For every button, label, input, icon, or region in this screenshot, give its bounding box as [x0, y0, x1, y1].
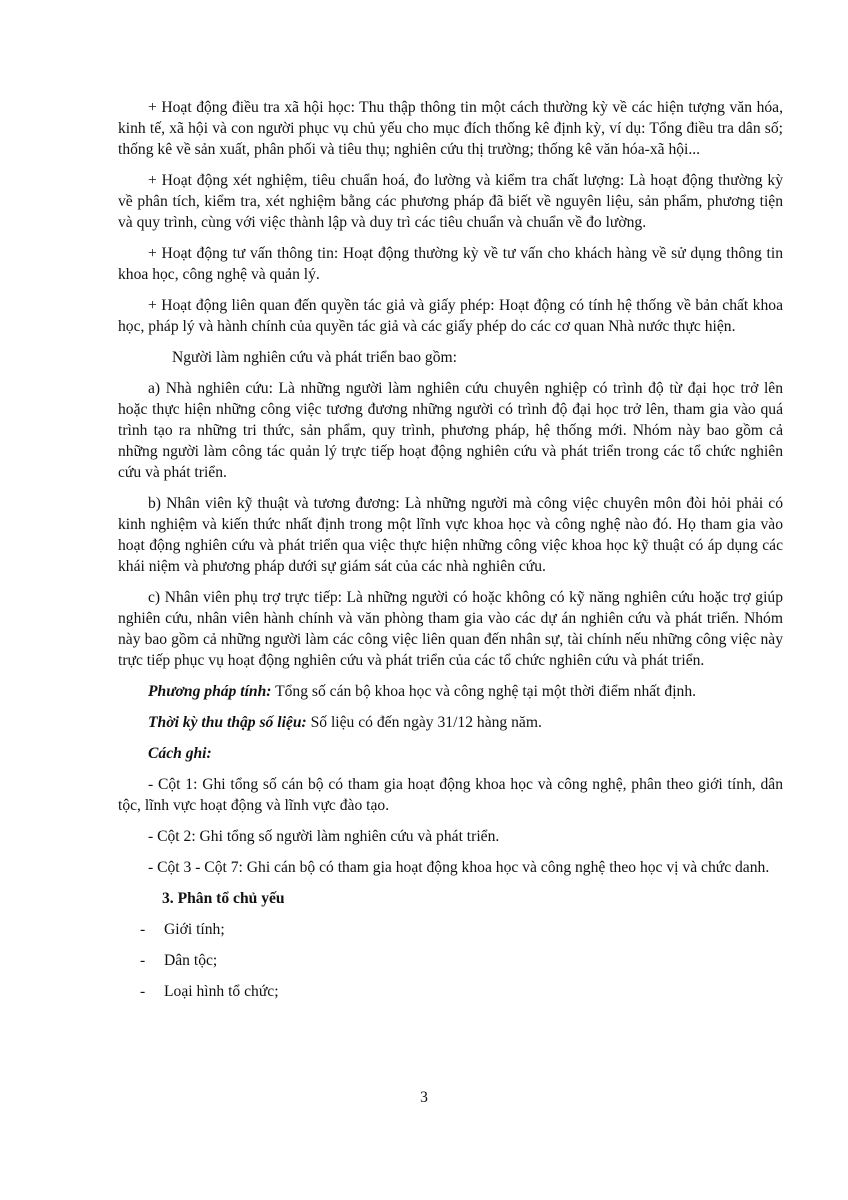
list-item: [118, 950, 783, 971]
how-to-record-heading: [118, 743, 783, 764]
list-item-text: Loại hình tổ chức;: [164, 983, 279, 1000]
bullet-marker: -: [140, 983, 146, 1000]
column-1-instruction: - Cột 1: Ghi tổng số cán bộ có tham gia hoạt động khoa học và công nghệ, phân theo giới tính, dân tộc, lĩnh vực hoạt động và lĩnh vực đào tạo.: [118, 776, 783, 814]
method-paragraph: [118, 681, 783, 702]
how-to-record-label: Cách ghi:: [148, 745, 212, 762]
paragraph-survey-activity: + Hoạt động điều tra xã hội học: Thu thập thông tin một cách thường kỳ về các hiện tượng văn hóa, kinh tế, xã hội và con người phục vụ chủ yếu cho mục đích thống kê định kỳ, ví dụ: Tổng điều tra dân số; thống kê về sản xuất, phân phối và tiêu thụ; nghiên cứu thị trường; thống kê văn hóa-xã hội...: [118, 99, 783, 158]
list-item: [118, 919, 783, 940]
method-text: Tổng số cán bộ khoa học và công nghệ tại một thời điểm nhất định.: [271, 683, 697, 700]
page-number: 3: [420, 1089, 428, 1106]
method-label: Phương pháp tính:: [148, 683, 272, 700]
document-page: [118, 97, 783, 1012]
paragraph-support-staff: c) Nhân viên phụ trợ trực tiếp: Là những người có hoặc không có kỹ năng nghiên cứu hoặc trợ giúp nghiên cứu, nhân viên hành chính và văn phòng tham gia vào các dự án nghiên cứu và phát triển. Nhóm này bao gồm cả những người làm các công việc liên quan đến nhân sự, tài chính nếu những công việc này trực tiếp phục vụ hoạt động nghiên cứu và phát triển của các tổ chức nghiên cứu và phát triển.: [118, 589, 783, 669]
column-2-instruction: - Cột 2: Ghi tổng số người làm nghiên cứu và phát triển.: [148, 828, 500, 845]
paragraph-testing-activity: + Hoạt động xét nghiệm, tiêu chuẩn hoá, đo lường và kiểm tra chất lượng: Là hoạt động thường kỳ về phân tích, kiểm tra, xét nghiệm bằng các phương pháp đã biết về nguyên liệu, sản phẩm, phương tiện và quy trình, cùng với việc thành lập và duy trì các tiêu chuẩn và chuẩn về đo lường.: [118, 172, 783, 231]
column-3-7-instruction: - Cột 3 - Cột 7: Ghi cán bộ có tham gia hoạt động khoa học và công nghệ theo học vị và chức danh.: [148, 859, 770, 876]
period-paragraph: [118, 712, 783, 733]
bullet-marker: -: [140, 921, 146, 938]
paragraph-copyright-activity: + Hoạt động liên quan đến quyền tác giả và giấy phép: Hoạt động có tính hệ thống về bản chất khoa học, pháp lý và hành chính của quyền tác giả và các giấy phép do các cơ quan Nhà nước thực hiện.: [118, 297, 783, 335]
period-text: Số liệu có đến ngày 31/12 hàng năm.: [306, 714, 542, 731]
paragraph-researchers: a) Nhà nghiên cứu: Là những người làm nghiên cứu chuyên nghiệp có trình độ từ đại học trở lên hoặc thực hiện những công việc tương đương những người có trình độ đại học trở lên, tham gia vào quá trình tạo ra những tri thức, sản phẩm, quy trình, phương pháp, hệ thống mới. Nhóm này bao gồm cả những người làm công tác quản lý trực tiếp hoạt động nghiên cứu và phát triển trong các tổ chức nghiên cứu và phát triển.: [118, 380, 783, 481]
list-item: [118, 981, 783, 1002]
list-item-text: Dân tộc;: [164, 952, 218, 969]
list-item-text: Giới tính;: [164, 921, 225, 938]
paragraph-consulting-activity: + Hoạt động tư vấn thông tin: Hoạt động thường kỳ về tư vấn cho khách hàng về sử dụng thông tin khoa học, công nghệ và quản lý.: [118, 245, 783, 283]
paragraph-researchers-intro: Người làm nghiên cứu và phát triển bao gồm:: [172, 349, 457, 366]
paragraph-technicians: b) Nhân viên kỹ thuật và tương đương: Là những người mà công việc chuyên môn đòi hỏi phải có kinh nghiệm và kiến thức nhất định trong một lĩnh vực khoa học và công nghệ nào đó. Họ tham gia vào hoạt động nghiên cứu và phát triển qua việc thực hiện những công việc khoa học kỹ thuật có áp dụng các khái niệm và phương pháp dưới sự giám sát của các nhà nghiên cứu.: [118, 495, 783, 575]
period-label: Thời kỳ thu thập số liệu:: [148, 714, 307, 731]
section-heading: 3. Phân tổ chủ yếu: [162, 890, 285, 907]
bullet-marker: -: [140, 952, 146, 969]
